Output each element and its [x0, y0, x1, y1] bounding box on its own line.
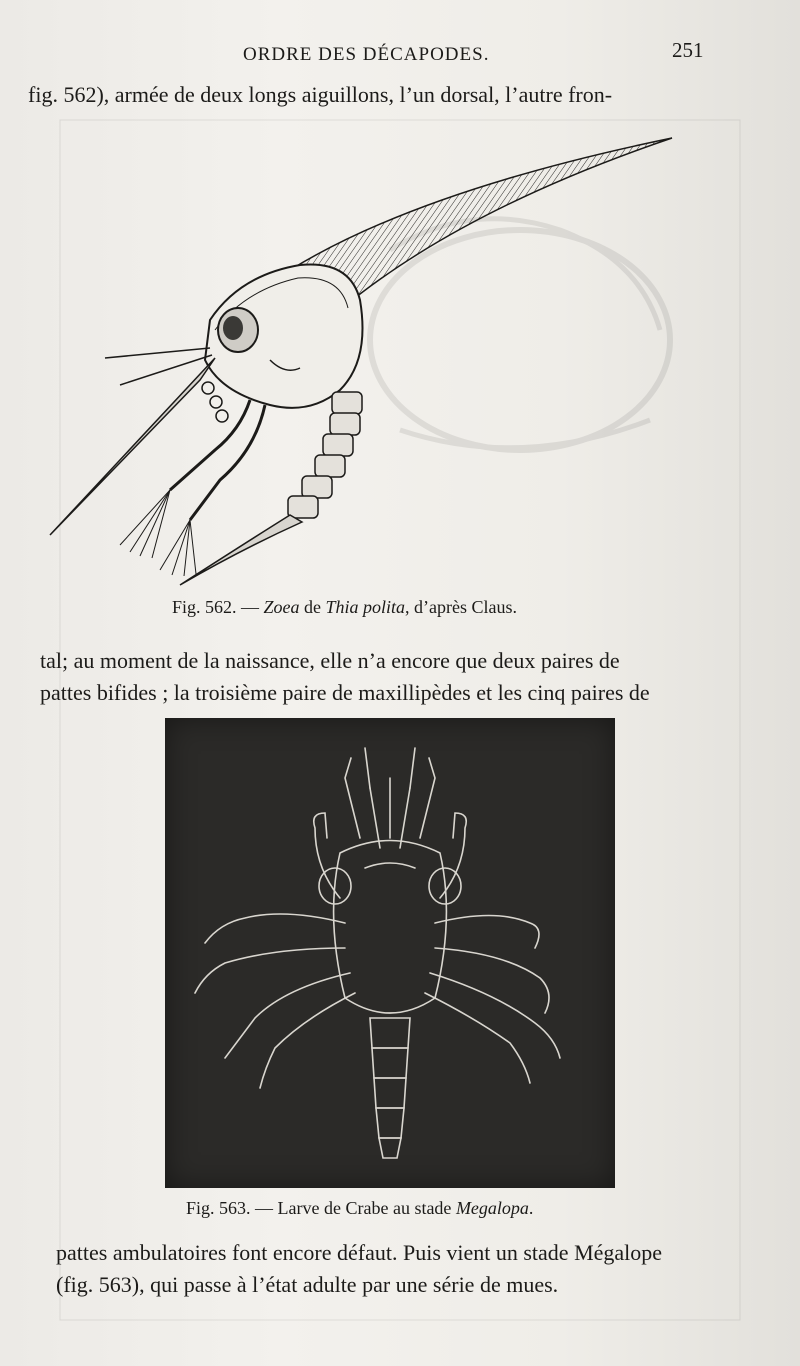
figure-562-label: Fig. 562.: [172, 597, 237, 617]
body-text-line: pattes bifides ; la troisième paire de maxillipèdes et les cinq paires de: [40, 680, 650, 705]
body-text-line: (fig. 563), qui passe à l’état adulte par une série de mues.: [56, 1272, 559, 1297]
figure-563-label: Fig. 563.: [186, 1198, 251, 1218]
body-text-line: pattes ambulatoires font encore défaut. Puis vient un stade Mégalope: [56, 1240, 663, 1265]
megalopa-plate: [165, 718, 615, 1188]
figure-562-source: , d’après Claus.: [405, 597, 518, 617]
page-number: 251: [672, 38, 704, 62]
figure-562-subject: Zoea: [263, 597, 300, 617]
body-text-line: fig. 562), armée de deux longs aiguillons, l’un dorsal, l’autre fron-: [28, 82, 613, 107]
zoea-illustration: [40, 130, 690, 590]
megalopa-illustration: [165, 718, 615, 1188]
figure-562-word-de: de: [299, 597, 326, 617]
running-head: ORDRE DES DÉCAPODES.: [243, 44, 490, 65]
figure-562-caption: [172, 597, 517, 618]
figure-563-text: — Larve de Crabe au stade: [250, 1198, 456, 1218]
figure-563-caption: [186, 1198, 533, 1219]
body-text-line: tal; au moment de la naissance, elle n’a encore que deux paires de: [40, 648, 620, 673]
figure-563-stage: Megalopa: [455, 1198, 529, 1218]
figure-562-species: Thia polita: [325, 597, 406, 617]
figure-563-end: .: [528, 1198, 534, 1218]
figure-562-dash: —: [236, 597, 264, 617]
